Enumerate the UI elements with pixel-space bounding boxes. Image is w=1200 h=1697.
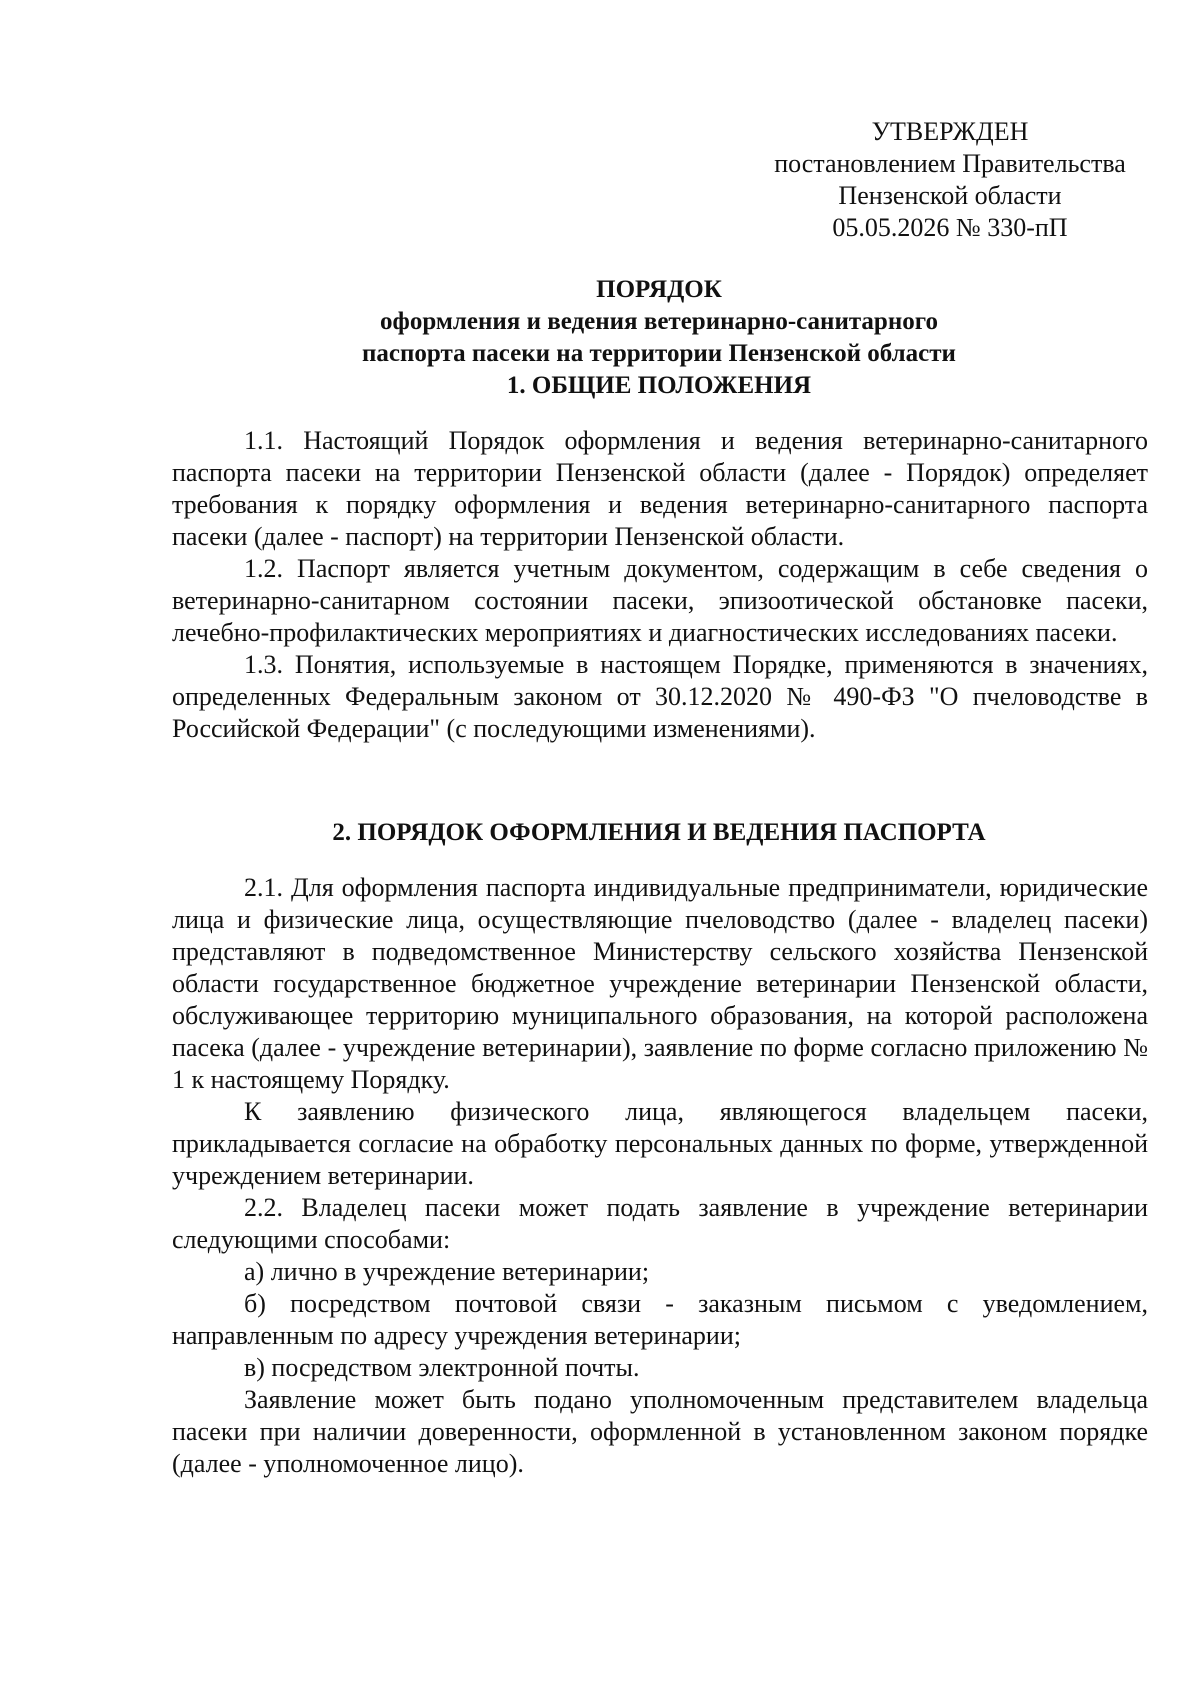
approval-line-4: 05.05.2026 № 330-пП — [832, 213, 1068, 242]
title-line-2: оформления и ведения ветеринарно-санитарного — [380, 308, 938, 335]
section-2-body — [172, 872, 1148, 1480]
paragraph-1-1: 1.1. Настоящий Порядок оформления и ведения ветеринарно-санитарного паспорта пасеки на территории Пензенской области (далее - Порядок) определяет требования к порядку оформления и ведения ветеринарно-санитарного паспорта пасеки (далее - паспорт) на территории Пензенской области. — [172, 426, 1148, 551]
approval-line-1: УТВЕРЖДЕН — [871, 117, 1029, 146]
paragraph-representative: Заявление может быть подано уполномоченным представителем владельца пасеки при наличии доверенности, оформленной в установленном законом порядке (далее - уполномоченное лицо). — [172, 1385, 1148, 1478]
title-line-1: ПОРЯДОК — [596, 276, 722, 303]
paragraph-2-1-consent: К заявлению физического лица, являющегося владельцем пасеки, прикладывается согласие на обработку персональных данных по форме, утвержденной учреждением ветеринарии. — [172, 1097, 1148, 1190]
paragraph-1-3: 1.3. Понятия, используемые в настоящем Порядке, применяются в значениях, определенных Федеральным законом от 30.12.2020 № 490-ФЗ "О пчеловодстве в Российской Федерации" (с последующими изменениями). — [172, 650, 1148, 743]
paragraph-2-2: 2.2. Владелец пасеки может подать заявление в учреждение ветеринарии следующими способами: — [172, 1193, 1148, 1254]
approval-line-2: постановлением Правительства — [774, 149, 1126, 178]
list-item-c: в) посредством электронной почты. — [244, 1353, 640, 1382]
list-item-a: а) лично в учреждение ветеринарии; — [244, 1257, 650, 1286]
paragraph-2-1: 2.1. Для оформления паспорта индивидуальные предприниматели, юридические лица и физические лица, осуществляющие пчеловодство (далее - владелец пасеки) представляют в подведомственное Министерству сельского хозяйства Пензенской области государственное бюджетное учреждение ветеринарии Пензенской области, обслуживающее территорию муниципального образования, на которой расположена пасека (далее - учреждение ветеринарии), заявление по форме согласно приложению № 1 к настоящему Порядку. — [172, 873, 1148, 1094]
document-title — [170, 274, 1148, 370]
paragraph-1-2: 1.2. Паспорт является учетным документом, содержащим в себе сведения о ветеринарно-санитарном состоянии пасеки, эпизоотической обстановке пасеки, лечебно-профилактических мероприятиях и диагностических исследованиях пасеки. — [172, 554, 1148, 647]
title-line-3: паспорта пасеки на территории Пензенской области — [362, 340, 956, 367]
approval-line-3: Пензенской области — [838, 181, 1062, 210]
section-2-heading: 2. ПОРЯДОК ОФОРМЛЕНИЯ И ВЕДЕНИЯ ПАСПОРТА — [332, 819, 986, 846]
list-item-b: б) посредством почтовой связи - заказным письмом с уведомлением, направленным по адресу учреждения ветеринарии; — [172, 1289, 1148, 1350]
approval-stamp — [735, 116, 1165, 244]
section-1-heading: 1. ОБЩИЕ ПОЛОЖЕНИЯ — [506, 372, 812, 399]
section-1-body — [172, 425, 1148, 745]
